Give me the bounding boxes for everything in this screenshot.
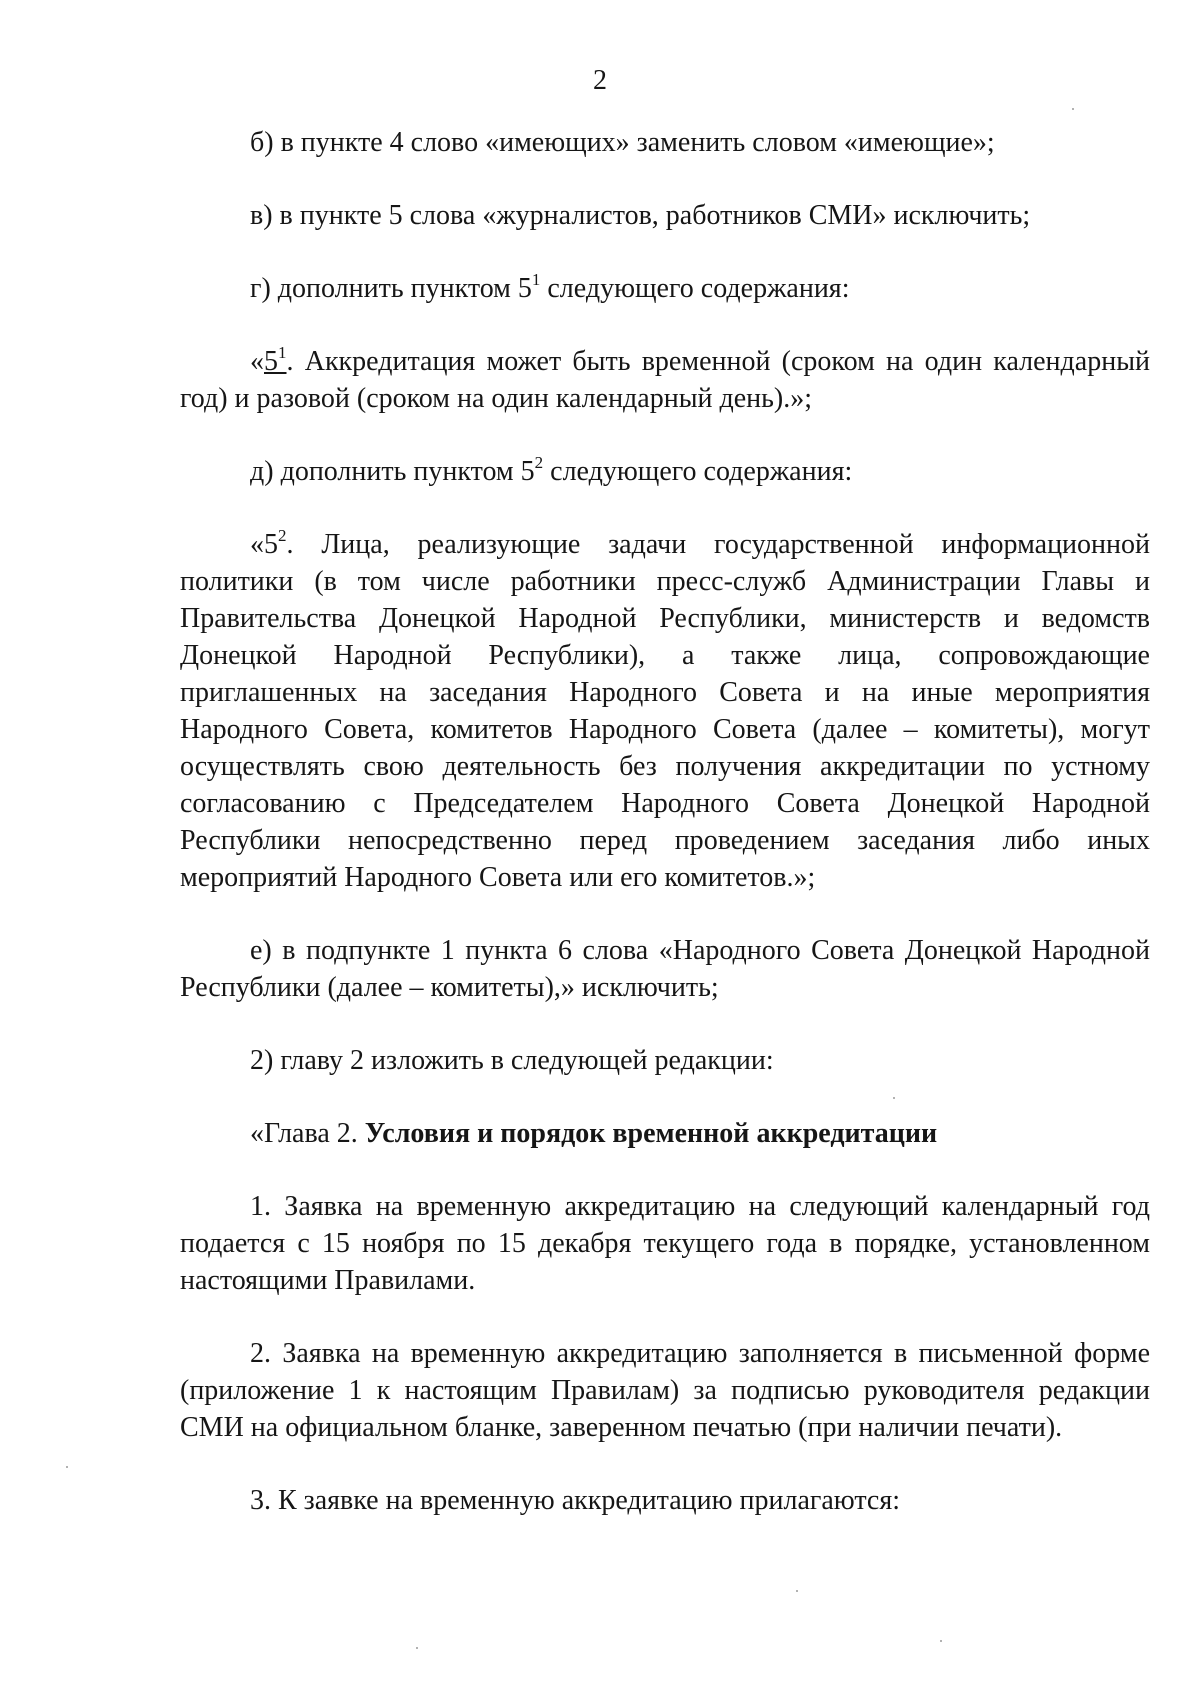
paragraph-item-2: 2. Заявка на временную аккредитацию заполняется в письменной форме (приложение 1 к настоящим Правилам) за подписью руководителя редакции СМИ на официальном бланке, заверенном печатью (при наличии печати). <box>180 1338 1150 1443</box>
paragraph-e: е) в подпункте 1 пункта 6 слова «Народного Совета Донецкой Народной Республики (далее – комитеты),» исключить; <box>180 935 1150 1003</box>
superscript: 1 <box>531 270 541 289</box>
paragraph-v: в) в пункте 5 слова «журналистов, работников СМИ» исключить; <box>250 200 1031 231</box>
chapter-heading-prefix: «Глава 2. <box>250 1118 365 1149</box>
paragraph-chapter-2: 2) главу 2 изложить в следующей редакции: <box>250 1045 774 1076</box>
paragraph-d-text: д) дополнить пунктом 5 <box>250 456 535 487</box>
paragraph-g <box>180 270 1150 307</box>
paragraph-g-text-end: следующего содержания: <box>540 273 850 304</box>
superscript: 2 <box>534 453 544 472</box>
paragraph-g-text: г) дополнить пунктом 5 <box>250 273 532 304</box>
scan-speck <box>940 1640 942 1642</box>
scan-speck <box>1072 108 1074 110</box>
scan-speck <box>893 1097 895 1099</box>
quote-open: «5 <box>250 529 278 560</box>
scan-speck <box>66 1466 68 1468</box>
scan-speck <box>796 1590 798 1592</box>
superscript: 2 <box>278 526 287 545</box>
quote-open: « <box>250 346 264 377</box>
paragraph-item-3: 3. К заявке на временную аккредитацию прилагаются: <box>250 1485 901 1516</box>
paragraph-quote-5-1 <box>180 343 1150 417</box>
paragraph-b: б) в пункте 4 слово «имеющих» заменить словом «имеющие»; <box>250 127 995 158</box>
chapter-title: Условия и порядок временной аккредитации <box>364 1118 938 1149</box>
paragraph-quote-5-2 <box>180 526 1150 896</box>
item-number: 5 <box>264 346 278 377</box>
item-number-underlined <box>264 343 287 377</box>
chapter-heading <box>180 1115 1150 1152</box>
paragraph-item-1: 1. Заявка на временную аккредитацию на следующий календарный год подается с 15 ноября по 15 декабря текущего года в порядке, установленном настоящими Правилами. <box>180 1191 1150 1296</box>
paragraph-quote-5-1-text: . Аккредитация может быть временной (сроком на один календарный год) и разовой (сроком на один календарный день).»; <box>180 346 1150 414</box>
page-number: 2 <box>593 65 607 96</box>
paragraph-quote-5-2-text: . Лица, реализующие задачи государственной информационной политики (в том числе работники пресс-служб Администрации Главы и Правительства Донецкой Народной Республики, министерств и ведомств Донецкой Народной Республики), а также лица, сопровождающие приглашенных на заседания Народного Совета и на иные мероприятия Народного Совета, комитетов Народного Совета (далее – комитеты), могут осуществлять свою деятельность без получения аккредитации по устному согласованию с Председателем Народного Совета Донецкой Народной Республики непосредственно перед проведением заседания либо иных мероприятий Народного Совета или его комитетов.»; <box>180 529 1150 893</box>
paragraph-d-text-end: следующего содержания: <box>543 456 853 487</box>
scan-speck <box>416 1647 418 1649</box>
superscript: 1 <box>278 343 287 362</box>
paragraph-d <box>180 453 1150 490</box>
